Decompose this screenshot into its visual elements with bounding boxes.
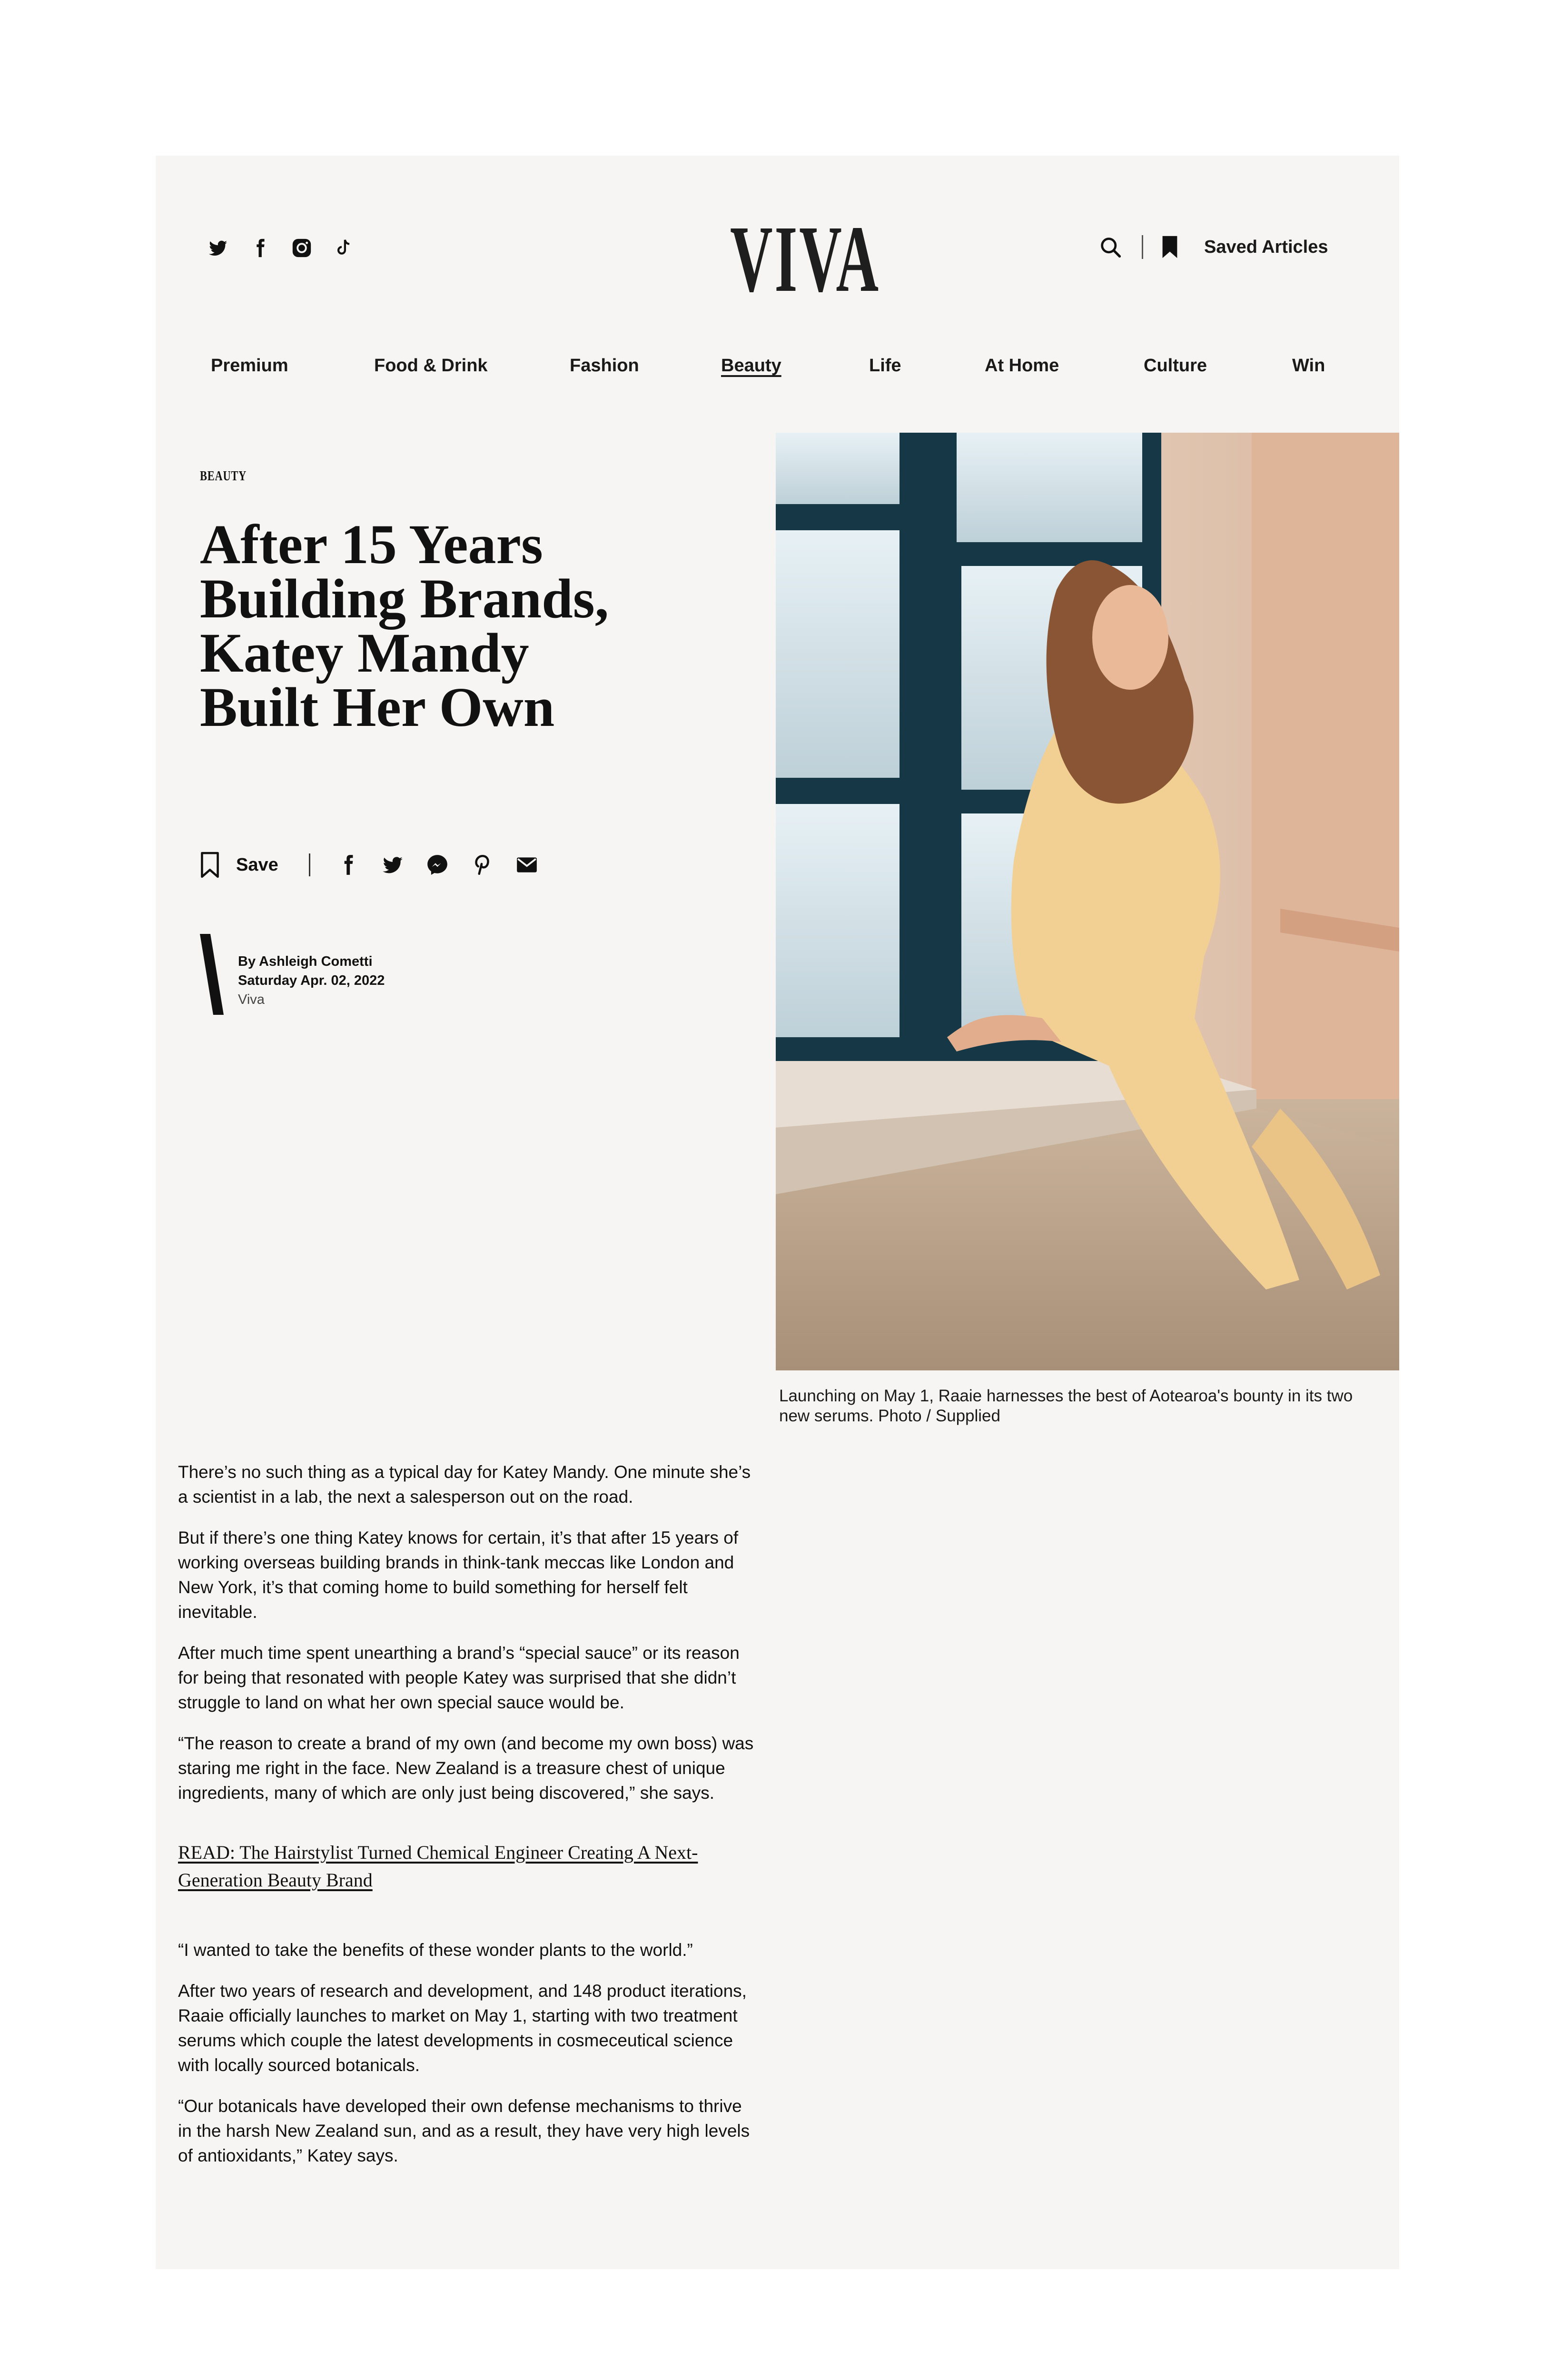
- hero-image-illustration: [776, 433, 1399, 1370]
- share-email-icon[interactable]: [515, 853, 539, 877]
- image-caption: Launching on May 1, Raaie harnesses the best of Aotearoa's bounty in its two new serums. Photo / Supplied: [779, 1387, 1353, 1425]
- share-twitter-icon[interactable]: [381, 853, 405, 877]
- byline-slash-graphic: [200, 934, 224, 1015]
- nav-item-at-home[interactable]: At Home: [985, 356, 1059, 376]
- body-paragraph: “The reason to create a brand of my own (and become my own boss) was staring me right in the face. New Zealand is a treasure chest of unique ingredients, many of which are only just being discovered,” she says.: [178, 1734, 754, 1803]
- save-button[interactable]: Save: [236, 854, 278, 875]
- save-bookmark-icon[interactable]: [200, 851, 220, 879]
- body-paragraph: But if there’s one thing Katey knows for certain, it’s that after 15 years of working overseas building brands in think-tank meccas like London and New York, it’s that coming home to build something for herself felt inevitable.: [178, 1528, 739, 1622]
- nav-item-beauty[interactable]: Beauty: [721, 356, 781, 376]
- bookmark-icon[interactable]: [1160, 235, 1179, 259]
- share-pinterest-icon[interactable]: [470, 853, 494, 877]
- share-facebook-icon[interactable]: [336, 853, 360, 877]
- twitter-icon[interactable]: [207, 237, 229, 259]
- author-name[interactable]: By Ashleigh Cometti: [238, 954, 373, 969]
- nav-item-win[interactable]: Win: [1292, 356, 1325, 376]
- article-body: [178, 1460, 759, 2184]
- page: [156, 156, 1399, 2269]
- publish-date: Saturday Apr. 02, 2022: [238, 973, 385, 988]
- saved-articles-link[interactable]: Saved Articles: [1204, 237, 1328, 257]
- body-paragraph: “Our botanicals have developed their own defense mechanisms to thrive in the harsh New Zealand sun, and as a result, they have very high levels of antioxidants,” Katey says.: [178, 2096, 750, 2165]
- main-nav: [156, 356, 1399, 394]
- body-paragraph: “I wanted to take the benefits of these wonder plants to the world.”: [178, 1940, 693, 1960]
- site-logo[interactable]: VIVA: [730, 207, 880, 312]
- nav-item-premium[interactable]: Premium: [211, 356, 288, 376]
- facebook-icon[interactable]: [249, 237, 271, 259]
- nav-item-culture[interactable]: Culture: [1144, 356, 1207, 376]
- share-divider: [309, 853, 310, 876]
- byline: [200, 934, 385, 1015]
- instagram-icon[interactable]: [291, 237, 313, 259]
- body-paragraph: After two years of research and development, and 148 product iterations, Raaie officially launches to market on May 1, starting with two treatment serums which couple the latest developments in cosmeceutical science with locally sourced botanicals.: [178, 1981, 747, 2075]
- nav-item-fashion[interactable]: Fashion: [570, 356, 639, 376]
- share-bar: [200, 848, 560, 882]
- search-icon[interactable]: [1098, 235, 1123, 259]
- tiktok-icon[interactable]: [333, 237, 355, 259]
- section-label[interactable]: BEAUTY: [200, 469, 247, 484]
- header-actions: [1098, 235, 1328, 259]
- article-source: Viva: [238, 992, 265, 1007]
- byline-text: [238, 952, 385, 1015]
- social-links: [207, 237, 355, 259]
- share-messenger-icon[interactable]: [425, 853, 449, 877]
- hero-image: [776, 433, 1399, 1370]
- header-divider: [1142, 235, 1143, 259]
- nav-item-food-drink[interactable]: Food & Drink: [374, 356, 488, 376]
- body-paragraph: After much time spent unearthing a brand’s “special sauce” or its reason for being that resonated with people Katey was surprised that she didn’t struggle to land on what her own special sauce would be.: [178, 1643, 740, 1712]
- nav-item-life[interactable]: Life: [869, 356, 901, 376]
- article-headline: After 15 Years Building Brands, Katey Mandy Built Her Own: [200, 513, 609, 738]
- related-article-link[interactable]: READ: The Hairstylist Turned Chemical Engineer Creating A Next-Generation Beauty Brand: [178, 1842, 698, 1891]
- body-paragraph: There’s no such thing as a typical day for Katey Mandy. One minute she’s a scientist in a lab, the next a salesperson out on the road.: [178, 1462, 751, 1507]
